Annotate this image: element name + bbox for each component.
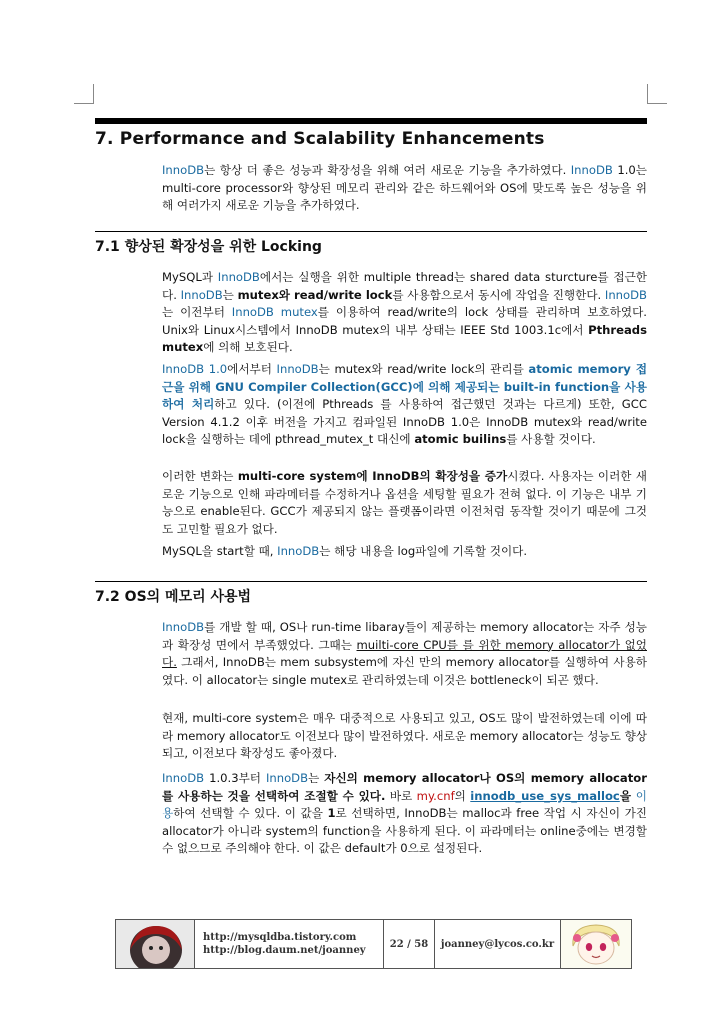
author-email[interactable]: joanney@lycos.co.kr (440, 938, 555, 950)
crop-mark-top-right-h (647, 103, 667, 104)
section-title: 7. Performance and Scalability Enhancements (95, 129, 545, 149)
text-run: 하여 선택할 수 있다. 이 값을 (173, 806, 328, 821)
text-run: muilti-core CPU를 를 위한 memory allocator가 없었다. (162, 637, 647, 670)
paragraph-memory-2 (162, 710, 647, 763)
paragraph-memory-3 (162, 770, 647, 858)
avatar-dark-icon (116, 920, 194, 968)
text-run: InnoDB (265, 771, 309, 785)
text-run: 는 (308, 771, 325, 785)
text-run: 는 (222, 287, 238, 302)
text-run: InnoDB (217, 270, 260, 284)
text-run: 1.0는 multi-core processor와 향상된 메모리 관리와 같은 하드웨어와 OS에 맞도록 높은 성능을 위해 여러가지 새로운 기능을 추가하였다. (162, 163, 647, 213)
text-run: InnoDB (180, 287, 223, 302)
text-run: 는 항상 더 좋은 성능과 확장성을 위해 여러 새로운 기능을 추가하였다. (204, 163, 571, 177)
paragraph-locking-3 (162, 468, 647, 538)
divider-rule-1 (95, 231, 647, 232)
text-run: InnoDB 1.0 (162, 362, 228, 376)
text-run: 시켰다. 사용자는 이러한 새로운 기능으로 인해 파라메터를 수정하거나 옵션을 세팅할 필요가 전혀 없다. 이 기능은 내부 기능으로 enable된다. GCC가 제공되지 않는 플랫폼이라면 이전처럼 동작할 것이기 때문에 그것도 고민할 필요가 없다. (162, 469, 647, 536)
text-run: innodb_use_sys_malloc (470, 788, 620, 803)
page-number: 22 / 58 (384, 920, 435, 968)
text-run: 1.0.3부터 (204, 771, 266, 785)
text-run: multi-core system에 InnoDB의 확장성을 증가 (237, 469, 508, 483)
paragraph-locking-1 (162, 269, 647, 357)
text-run: MySQL과 (162, 270, 218, 284)
text-run: 에 의해 보호된다. (203, 340, 293, 355)
subsection-title-memory: 7.2 OS의 메모리 사용법 (95, 589, 252, 605)
paragraph-locking-4 (162, 543, 647, 561)
text-run: 를 개발 할 때, OS나 run-time libaray들이 제공하는 memory allocator는 자주 성능과 확장성 면에서 부족했었다. 그때는 (162, 620, 647, 652)
text-run: InnoDB (162, 163, 205, 177)
text-run: 를 이용하여 read/write의 lock 상태를 관리하며 보호하였다. Unix와 Linux시스템에서 InnoDB mutex의 내부 상태는 IEEE Std 1003.1c에서 (162, 305, 647, 337)
text-run: InnoDB mutex (231, 305, 318, 320)
text-run: mutex와 read/write lock (237, 287, 393, 302)
text-run: 하고 있다. (이전에 Pthreads 를 사용하여 접근했던 것과는 다르게) 또한, GCC Version 4.1.2 이후 버전을 가지고 컴파일된 InnoDB 1.0은 InnoDB mutex와 read/write lock을 실행하는 데에 pthread_mutex_t 대신에 (162, 397, 647, 447)
avatar-cartoon-icon (561, 920, 631, 968)
text-run: my.cnf (416, 788, 455, 803)
paragraph-memory-1 (162, 619, 647, 689)
crop-mark-top-right-v (647, 84, 648, 104)
text-run: 의 (454, 788, 471, 803)
text-run: 를 사용함으로서 동시에 작업을 진행한다. (392, 287, 605, 302)
text-run: InnoDB (570, 163, 613, 177)
text-run: 을 (619, 788, 636, 803)
divider-rule-2 (95, 581, 647, 582)
text-run: 는 mutex와 read/write lock의 관리를 (318, 362, 529, 376)
text-run: 이용 (162, 788, 647, 821)
text-run: InnoDB (162, 771, 205, 785)
author-avatar-right (560, 920, 631, 968)
text-run: 자신의 memory allocator나 OS의 memory allocator를 사용하는 것을 선택하여 조절할 수 있다. (162, 771, 647, 803)
text-run: 는 해당 내용을 log파일에 기록할 것이다. (319, 544, 528, 558)
section-intro (162, 162, 647, 215)
text-run: 로 선택하면, InnoDB는 malloc과 free 작업 시 자신이 가진 allocator가 아니라 system의 function을 사용하게 된다. 이 파라메터는 online중에는 변경할 수 없으므로 주의해야 한다. 이 값은 default가 0으로 설정된다. (162, 806, 647, 856)
text-run: InnoDB (276, 362, 319, 376)
subsection-title-locking: 7.1 향상된 확장성을 위한 Locking (95, 239, 322, 255)
text-run: 1 (327, 806, 336, 821)
text-run: InnoDB (162, 620, 205, 634)
text-run: 바로 (385, 788, 417, 803)
text-run: atomic builins (414, 432, 507, 447)
author-avatar-left (116, 920, 195, 968)
blog-link-tistory[interactable]: http://mysqldba.tistory.com (203, 932, 357, 943)
text-run: 현재, multi-core system은 매우 대중적으로 사용되고 있고, OS도 많이 발전하였는데 이에 따라 memory allocator도 이전보다 많이 발전하였다. 새로운 memory allocator는 성능도 향상되고, 이전보다 확장성도 좋아졌다. (162, 711, 647, 761)
page-footer (115, 919, 632, 969)
paragraph-locking-2 (162, 361, 647, 449)
blog-link-daum[interactable]: http://blog.daum.net/joanney (203, 945, 366, 956)
crop-mark-top-left-v (93, 84, 94, 104)
text-run: 에서는 실행을 위한 multiple thread는 shared data sturcture를 접근한다. (162, 270, 647, 302)
header-bar (95, 118, 647, 124)
text-run: 를 사용할 것이다. (506, 432, 596, 447)
text-run: 에서부터 (227, 362, 277, 376)
text-run: Pthreads mutex (162, 322, 647, 355)
text-run: 이러한 변화는 (162, 469, 238, 483)
footer-links (195, 920, 384, 968)
text-run: MySQL을 start할 때, (162, 544, 278, 558)
text-run: atomic memory 접근을 위해 GNU Compiler Collection(GCC)에 의해 제공되는 built-in function을 사용하여 처리 (162, 362, 648, 412)
text-run: 그래서, InnoDB는 mem subsystem에 자신 만의 memory allocator를 실행하여 사용하였다. 이 allocator는 single mutex로 관리하였는데 이것은 bottleneck이 되곤 했다. (162, 655, 647, 687)
text-run: 는 이전부터 (162, 305, 232, 320)
text-run: InnoDB (604, 287, 647, 302)
text-run: InnoDB (277, 544, 320, 558)
crop-mark-top-left-h (74, 103, 94, 104)
